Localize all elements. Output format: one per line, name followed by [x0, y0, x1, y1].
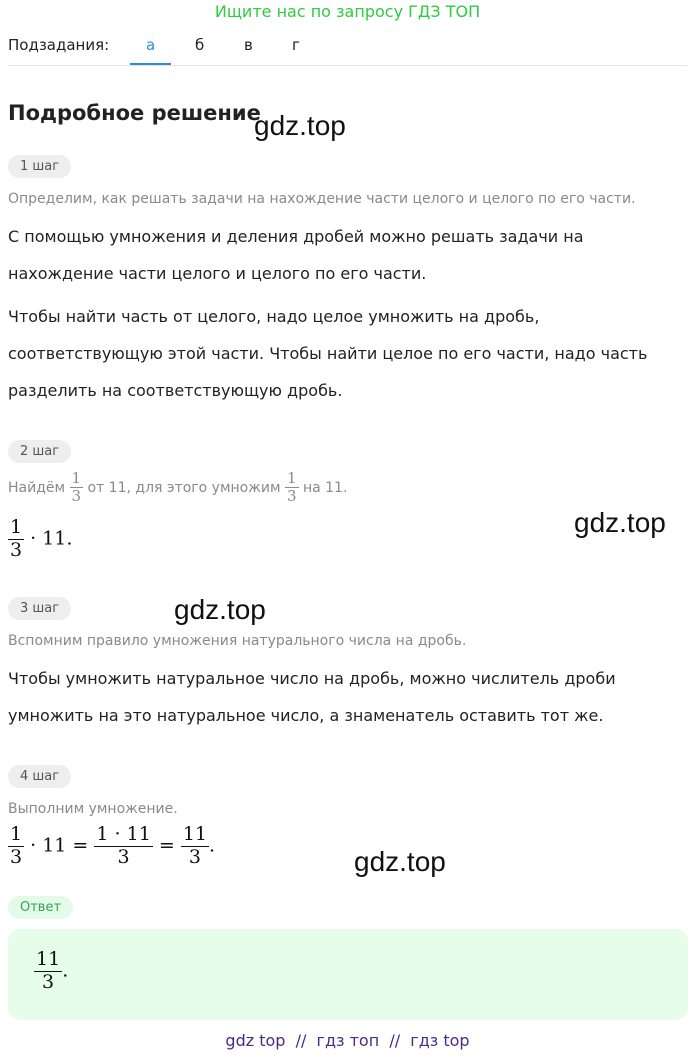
tab-g[interactable]: г — [292, 36, 300, 54]
fraction-numerator: 1 — [10, 823, 23, 845]
step-4-equals: = — [158, 834, 175, 857]
fraction-denominator: 3 — [117, 845, 130, 868]
answer-badge: Ответ — [8, 896, 73, 919]
watermark: gdz.top — [254, 110, 346, 141]
fraction-denominator: 3 — [188, 845, 201, 868]
promo-banner[interactable]: Ищите нас по запросу ГДЗ ТОП — [214, 2, 481, 21]
step-4-dot: . — [209, 834, 216, 857]
footer-links[interactable]: gdz top // гдз топ // гдз top — [225, 1031, 470, 1050]
fraction-numerator: 1 — [71, 469, 82, 487]
step-4-fraction-2 — [94, 824, 152, 869]
answer-box — [8, 929, 688, 1020]
step-2-expression — [8, 517, 72, 562]
fraction-denominator: 3 — [71, 487, 82, 506]
fraction-numerator: 1 — [286, 469, 297, 487]
answer-dot: . — [62, 959, 69, 982]
fraction-denominator: 3 — [10, 845, 23, 868]
watermark: gdz.top — [174, 594, 266, 625]
step-2-hint-fraction-1 — [70, 470, 84, 506]
step-3-hint: Вспомним правило умножения натурального числа на дробь. — [8, 633, 467, 649]
step-2-hint-after: на 11. — [302, 479, 348, 496]
tab-b[interactable]: б — [195, 36, 205, 54]
step-2-hint — [8, 470, 347, 506]
subtasks-label: Подзадания: — [8, 36, 110, 54]
tabs-divider — [8, 65, 687, 66]
step-2-multiplier: · 11. — [30, 527, 73, 550]
step-1-hint: Определим, как решать задачи на нахождение части целого и целого по его части. — [8, 191, 636, 207]
answer-fraction — [34, 949, 62, 994]
step-3-paragraph: Чтобы умножить натуральное число на дробь, можно числитель дроби умножить на это натуральное число, а знаменатель оставить тот же. — [8, 669, 616, 725]
step-2-hint-fraction-2 — [285, 470, 299, 506]
tab-a[interactable]: а — [146, 36, 156, 54]
step-4-multiplication: · 11 = — [30, 834, 89, 857]
watermark: gdz.top — [574, 507, 666, 538]
step-4-fraction-1 — [8, 824, 24, 869]
step-2-hint-before: Найдём — [8, 479, 66, 496]
answer-expression — [34, 949, 68, 994]
watermark: gdz.top — [354, 846, 446, 877]
fraction-numerator: 11 — [36, 948, 61, 970]
tab-v[interactable]: в — [244, 36, 253, 54]
fraction-numerator: 1 — [10, 516, 23, 538]
fraction-numerator: 1 · 11 — [96, 823, 151, 845]
fraction-numerator: 11 — [182, 823, 207, 845]
step-4-hint: Выполним умножение. — [8, 801, 178, 817]
fraction-denominator: 3 — [286, 487, 297, 506]
step-4-badge: 4 шаг — [8, 765, 71, 788]
step-2-badge: 2 шаг — [8, 440, 71, 463]
step-2-fraction — [8, 517, 24, 562]
step-1-badge: 1 шаг — [8, 155, 71, 178]
step-1-paragraph-1: С помощью умножения и деления дробей можно решать задачи на нахождение части целого и целого по его части. — [8, 227, 584, 283]
fraction-denominator: 3 — [42, 970, 55, 993]
step-1-paragraph-2: Чтобы найти часть от целого, надо целое умножить на дробь, соответствующую этой части. Чтобы найти целое по его части, надо часть разделить на соответствующую дробь. — [8, 307, 648, 400]
step-4-fraction-3 — [181, 824, 209, 869]
step-4-expression — [8, 824, 215, 869]
fraction-denominator: 3 — [10, 538, 23, 561]
page-title: Подробное решение — [8, 101, 261, 125]
step-3-badge: 3 шаг — [8, 597, 71, 620]
step-2-hint-middle: от 11, для этого умножим — [87, 479, 281, 496]
active-tab-indicator — [130, 63, 171, 65]
